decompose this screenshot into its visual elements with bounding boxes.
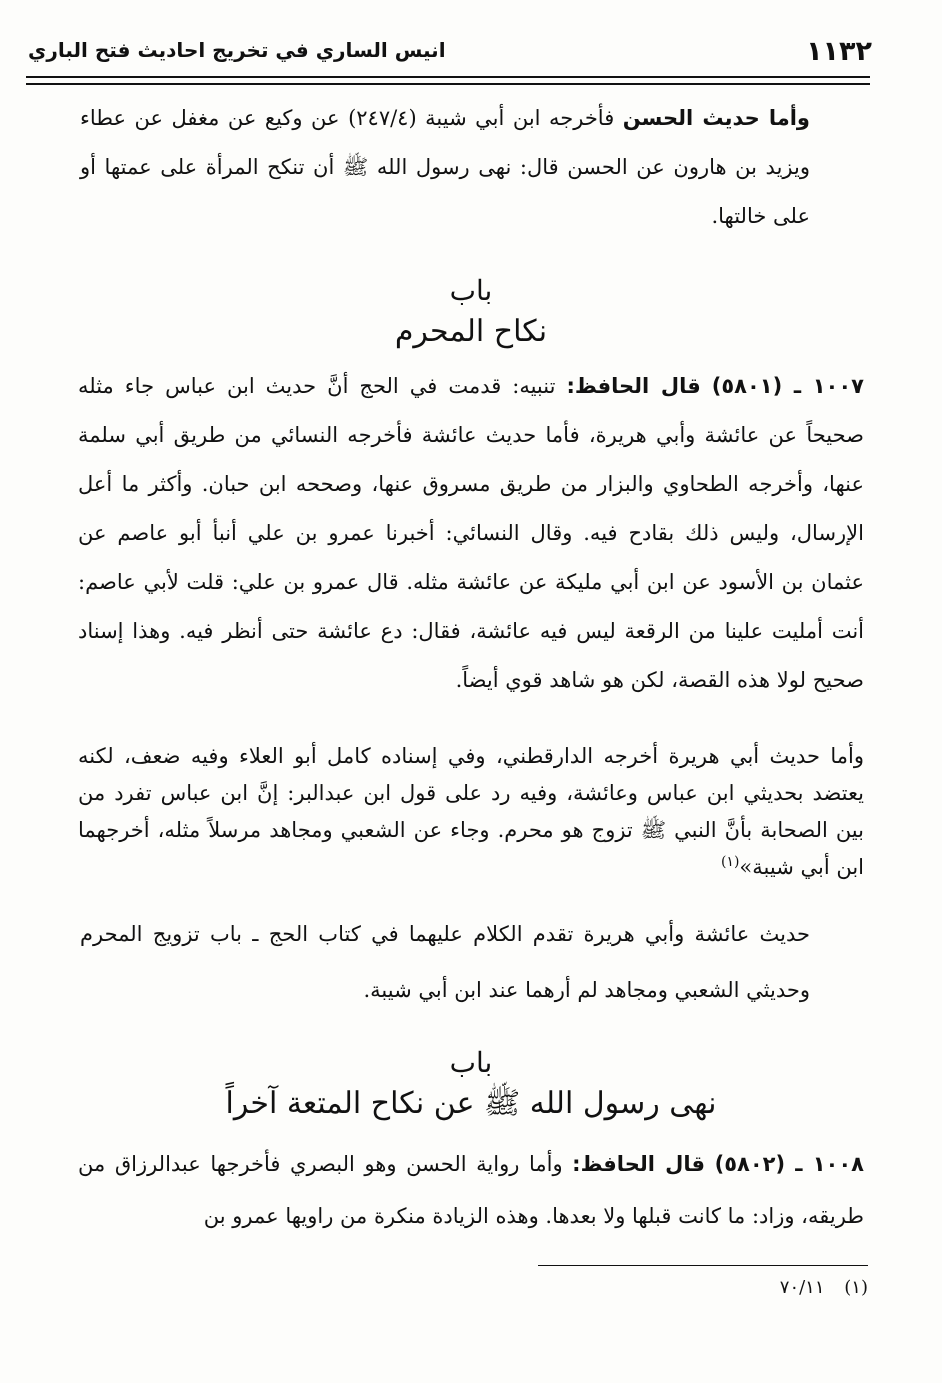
footnote-rule bbox=[538, 1265, 868, 1266]
section-bab-1: باب bbox=[449, 274, 493, 307]
intro-lead: وأما حديث الحسن bbox=[622, 106, 810, 130]
section-heading-2 bbox=[80, 1044, 862, 1126]
footnote bbox=[780, 1277, 868, 1298]
section-title-2: نهى رسول الله ﷺ عن نكاح المتعة آخراً bbox=[225, 1086, 717, 1121]
commentary-text: حديث عائشة وأبي هريرة تقدم الكلام عليهما في كتاب الحج ـ باب تزويج المحرم وحديثي الشعبي ومجاهد لم أرهما عند ابن أبي شيبة. bbox=[80, 922, 810, 1002]
footnote-marker: (١) bbox=[844, 1277, 868, 1298]
entry-1008-label: قال الحافظ: bbox=[572, 1152, 705, 1176]
intro-paragraph bbox=[80, 94, 810, 241]
section-heading-1 bbox=[80, 272, 862, 354]
paragraph-abu-hurayra bbox=[78, 738, 864, 886]
page-header bbox=[28, 36, 872, 76]
entry-1008-text: وأما رواية الحسن وهو البصري فأخرجها عبدالرزاق من طريقه، وزاد: ما كانت قبلها ولا بعدها. وهذه الزيادة منكرة من راويها عمرو بن bbox=[78, 1152, 864, 1228]
entry-1007-text: تنبيه: قدمت في الحج أنَّ حديث ابن عباس جاء مثله صحيحاً عن عائشة وأبي هريرة، فأما حديث عائشة فأخرجه النسائي من طريق أبي سلمة عنها، وأخرجه الطحاوي والبزار من طريق مسروق عنها، وصححه ابن حبان. وأكثر ما أعل الإرسال، وليس ذلك بقادح فيه. وقال النسائي: أخبرنا عمرو بن علي أنبأ أبو عاصم عن عثمان بن الأسود عن ابن أبي مليكة عن عائشة مثله. قال عمرو بن علي: قلت لأبي عاصم: أنت أمليت علينا من الرقعة ليس فيه عائشة، فقال: دع عائشة حتى أنظر فيه. وهذا إسناد صحيح لولا هذه القصة، لكن هو شاهد قوي أيضاً. bbox=[78, 374, 864, 692]
section-title-1: نكاح المحرم bbox=[394, 314, 548, 349]
intro-text: فأخرجه ابن أبي شيبة (٢٤٧/٤) عن وكيع عن مغفل عن عطاء ويزيد بن هارون عن الحسن قال: نهى رسول الله ﷺ أن تنكح المرأة على عمتها أو على خالتها. bbox=[80, 106, 810, 228]
running-title: انيس الساري في تخريج احاديث فتح الباري bbox=[28, 38, 446, 62]
entry-1007 bbox=[78, 362, 864, 705]
footnote-text: ٧٠/١١ bbox=[779, 1277, 825, 1298]
header-rule bbox=[26, 76, 870, 85]
entry-1007-number: ١٠٠٧ ـ (٥٨٠١) bbox=[711, 374, 864, 398]
entry-1007-label: قال الحافظ: bbox=[566, 374, 701, 398]
entry-1008-number: ١٠٠٨ ـ (٥٨٠٢) bbox=[714, 1152, 864, 1176]
section-bab-2: باب bbox=[449, 1046, 493, 1079]
entry-1008 bbox=[78, 1138, 864, 1242]
footnote-reference: (١) bbox=[720, 854, 740, 870]
page-number: ١١٣٢ bbox=[806, 36, 872, 67]
paragraph-commentary bbox=[80, 906, 810, 1018]
abu-hurayra-text: وأما حديث أبي هريرة أخرجه الدارقطني، وفي إسناده كامل أبو العلاء وفيه ضعف، لكنه يعتضد بحديثي ابن عباس وعائشة، وفيه رد على قول ابن عبدالبر: إنَّ ابن عباس تفرد من بين الصحابة بأنَّ النبي ﷺ تزوج هو محرم. وجاء عن الشعبي ومجاهد مرسلاً مثله، أخرجهما ابن أبي شيبة» bbox=[78, 744, 864, 879]
